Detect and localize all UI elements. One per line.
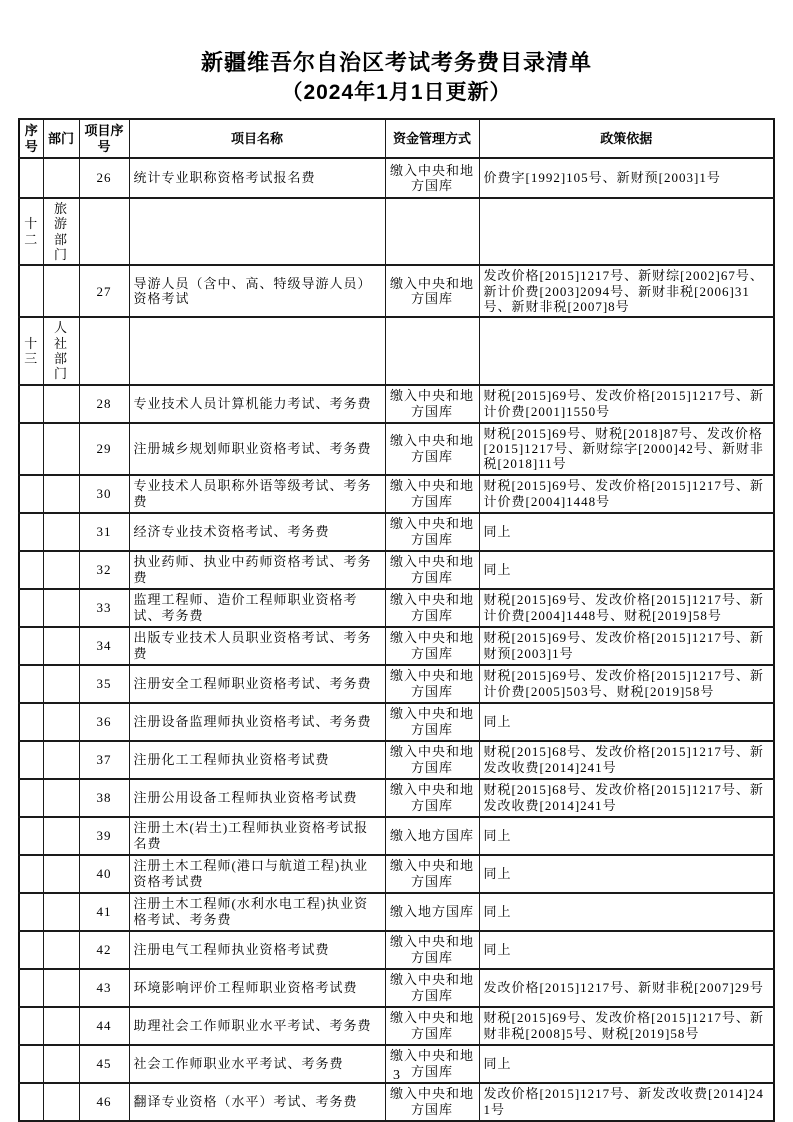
cell-seq <box>19 265 43 317</box>
cell-name <box>129 198 385 265</box>
cell-policy: 同上 <box>479 551 774 589</box>
cell-fund: 缴入地方国库 <box>385 817 479 855</box>
cell-dept <box>43 589 79 627</box>
cell-num: 38 <box>79 779 129 817</box>
cell-seq <box>19 589 43 627</box>
cell-fund: 缴入中央和地方国库 <box>385 703 479 741</box>
cell-name: 监理工程师、造价工程师职业资格考试、考务费 <box>129 589 385 627</box>
cell-num <box>79 317 129 384</box>
cell-num: 26 <box>79 158 129 198</box>
table-row <box>19 158 774 198</box>
cell-seq: 十二 <box>19 198 43 265</box>
cell-seq <box>19 855 43 893</box>
cell-policy: 价费字[1992]105号、新财预[2003]1号 <box>479 158 774 198</box>
table-row <box>19 969 774 1007</box>
cell-seq <box>19 1007 43 1045</box>
cell-dept <box>43 158 79 198</box>
cell-seq <box>19 475 43 513</box>
cell-policy: 同上 <box>479 513 774 551</box>
cell-policy: 财税[2015]68号、发改价格[2015]1217号、新发改收费[2014]241号 <box>479 779 774 817</box>
cell-fund: 缴入中央和地方国库 <box>385 855 479 893</box>
cell-fund <box>385 317 479 384</box>
cell-policy: 财税[2015]69号、发改价格[2015]1217号、新财预[2003]1号 <box>479 627 774 665</box>
col-header-dept: 部门 <box>43 119 79 158</box>
cell-fund: 缴入中央和地方国库 <box>385 1007 479 1045</box>
cell-fund: 缴入地方国库 <box>385 893 479 931</box>
cell-num: 41 <box>79 893 129 931</box>
cell-name: 注册化工工程师执业资格考试费 <box>129 741 385 779</box>
cell-name: 注册土木工程师(水利水电工程)执业资格考试、考务费 <box>129 893 385 931</box>
cell-seq <box>19 969 43 1007</box>
table-row <box>19 423 774 475</box>
cell-seq <box>19 423 43 475</box>
cell-fund: 缴入中央和地方国库 <box>385 423 479 475</box>
cell-num: 31 <box>79 513 129 551</box>
cell-dept <box>43 665 79 703</box>
col-header-num: 项目序号 <box>79 119 129 158</box>
cell-dept <box>43 423 79 475</box>
col-header-seq: 序号 <box>19 119 43 158</box>
table-row <box>19 1007 774 1045</box>
cell-fund: 缴入中央和地方国库 <box>385 475 479 513</box>
cell-fund: 缴入中央和地方国库 <box>385 1083 479 1121</box>
cell-seq <box>19 551 43 589</box>
cell-fund: 缴入中央和地方国库 <box>385 741 479 779</box>
table-row <box>19 589 774 627</box>
cell-seq <box>19 1083 43 1121</box>
cell-num: 37 <box>79 741 129 779</box>
cell-name <box>129 317 385 384</box>
table-row <box>19 779 774 817</box>
cell-num <box>79 198 129 265</box>
cell-seq <box>19 779 43 817</box>
cell-seq <box>19 931 43 969</box>
cell-fund <box>385 198 479 265</box>
cell-name: 出版专业技术人员职业资格考试、考务费 <box>129 627 385 665</box>
table-row <box>19 513 774 551</box>
cell-fund: 缴入中央和地方国库 <box>385 1045 479 1083</box>
cell-seq <box>19 893 43 931</box>
cell-seq <box>19 817 43 855</box>
cell-policy: 同上 <box>479 1045 774 1083</box>
cell-seq <box>19 385 43 423</box>
table-row <box>19 317 774 384</box>
page-title: 新疆维吾尔自治区考试考务费目录清单 <box>200 50 592 75</box>
cell-policy <box>479 317 774 384</box>
cell-name: 注册城乡规划师职业资格考试、考务费 <box>129 423 385 475</box>
cell-dept <box>43 893 79 931</box>
cell-num: 42 <box>79 931 129 969</box>
cell-fund: 缴入中央和地方国库 <box>385 551 479 589</box>
cell-seq <box>19 703 43 741</box>
col-header-fund: 资金管理方式 <box>385 119 479 158</box>
table-row <box>19 855 774 893</box>
table-row <box>19 893 774 931</box>
cell-num: 28 <box>79 385 129 423</box>
cell-seq <box>19 627 43 665</box>
table-row <box>19 1083 774 1121</box>
cell-name: 注册安全工程师职业资格考试、考务费 <box>129 665 385 703</box>
cell-policy: 财税[2015]69号、发改价格[2015]1217号、新计价费[2004]1448号、财税[2019]58号 <box>479 589 774 627</box>
cell-policy: 同上 <box>479 855 774 893</box>
cell-fund: 缴入中央和地方国库 <box>385 779 479 817</box>
cell-num: 43 <box>79 969 129 1007</box>
cell-fund: 缴入中央和地方国库 <box>385 513 479 551</box>
cell-dept: 人社部门 <box>43 317 79 384</box>
table-row <box>19 198 774 265</box>
cell-dept <box>43 265 79 317</box>
cell-fund: 缴入中央和地方国库 <box>385 627 479 665</box>
table-row <box>19 931 774 969</box>
col-header-policy: 政策依据 <box>479 119 774 158</box>
cell-name: 注册电气工程师执业资格考试费 <box>129 931 385 969</box>
cell-policy <box>479 198 774 265</box>
cell-seq <box>19 513 43 551</box>
cell-dept <box>43 969 79 1007</box>
cell-name: 助理社会工作师职业水平考试、考务费 <box>129 1007 385 1045</box>
cell-fund: 缴入中央和地方国库 <box>385 265 479 317</box>
cell-policy: 同上 <box>479 817 774 855</box>
cell-num: 27 <box>79 265 129 317</box>
cell-policy: 财税[2015]69号、发改价格[2015]1217号、新计价费[2005]503号、财税[2019]58号 <box>479 665 774 703</box>
cell-policy: 发改价格[2015]1217号、新发改收费[2014]241号 <box>479 1083 774 1121</box>
cell-name: 执业药师、执业中药师资格考试、考务费 <box>129 551 385 589</box>
cell-name: 导游人员（含中、高、特级导游人员）资格考试 <box>129 265 385 317</box>
cell-num: 39 <box>79 817 129 855</box>
cell-name: 专业技术人员职称外语等级考试、考务费 <box>129 475 385 513</box>
cell-num: 36 <box>79 703 129 741</box>
cell-name: 注册公用设备工程师执业资格考试费 <box>129 779 385 817</box>
cell-name: 统计专业职称资格考试报名费 <box>129 158 385 198</box>
col-header-name: 项目名称 <box>129 119 385 158</box>
table-row <box>19 265 774 317</box>
fee-table <box>18 118 775 1122</box>
cell-dept <box>43 513 79 551</box>
cell-num: 34 <box>79 627 129 665</box>
cell-num: 46 <box>79 1083 129 1121</box>
cell-num: 44 <box>79 1007 129 1045</box>
cell-num: 29 <box>79 423 129 475</box>
cell-name: 注册设备监理师执业资格考试、考务费 <box>129 703 385 741</box>
cell-dept <box>43 1083 79 1121</box>
table-row <box>19 817 774 855</box>
cell-dept <box>43 855 79 893</box>
table-row <box>19 665 774 703</box>
cell-dept <box>43 779 79 817</box>
cell-num: 45 <box>79 1045 129 1083</box>
cell-dept <box>43 551 79 589</box>
cell-name: 翻译专业资格（水平）考试、考务费 <box>129 1083 385 1121</box>
cell-num: 30 <box>79 475 129 513</box>
cell-num: 35 <box>79 665 129 703</box>
table-row <box>19 741 774 779</box>
cell-fund: 缴入中央和地方国库 <box>385 385 479 423</box>
table-row <box>19 551 774 589</box>
cell-policy: 财税[2015]69号、财税[2018]87号、发改价格[2015]1217号、新财综字[2000]42号、新财非税[2018]11号 <box>479 423 774 475</box>
cell-fund: 缴入中央和地方国库 <box>385 969 479 1007</box>
cell-dept <box>43 1007 79 1045</box>
cell-policy: 财税[2015]69号、发改价格[2015]1217号、新计价费[2001]1550号 <box>479 385 774 423</box>
cell-name: 环境影响评价工程师职业资格考试费 <box>129 969 385 1007</box>
cell-policy: 财税[2015]68号、发改价格[2015]1217号、新发改收费[2014]241号 <box>479 741 774 779</box>
cell-name: 社会工作师职业水平考试、考务费 <box>129 1045 385 1083</box>
cell-dept <box>43 703 79 741</box>
cell-policy: 财税[2015]69号、发改价格[2015]1217号、新计价费[2004]1448号 <box>479 475 774 513</box>
cell-dept: 旅游部门 <box>43 198 79 265</box>
cell-dept <box>43 741 79 779</box>
cell-policy: 财税[2015]69号、发改价格[2015]1217号、新财非税[2008]5号、财税[2019]58号 <box>479 1007 774 1045</box>
cell-dept <box>43 385 79 423</box>
cell-name: 注册土木(岩土)工程师执业资格考试报名费 <box>129 817 385 855</box>
cell-fund: 缴入中央和地方国库 <box>385 589 479 627</box>
cell-policy: 发改价格[2015]1217号、新财综[2002]67号、新计价费[2003]2094号、新财非税[2006]31号、新财非税[2007]8号 <box>479 265 774 317</box>
cell-dept <box>43 931 79 969</box>
cell-fund: 缴入中央和地方国库 <box>385 931 479 969</box>
cell-name: 注册土木工程师(港口与航道工程)执业资格考试费 <box>129 855 385 893</box>
cell-fund: 缴入中央和地方国库 <box>385 665 479 703</box>
table-body <box>19 158 774 1121</box>
cell-policy: 同上 <box>479 703 774 741</box>
table-row <box>19 385 774 423</box>
cell-seq <box>19 158 43 198</box>
table-header <box>19 119 774 158</box>
cell-policy: 同上 <box>479 893 774 931</box>
cell-policy: 发改价格[2015]1217号、新财非税[2007]29号 <box>479 969 774 1007</box>
table-row <box>19 627 774 665</box>
cell-num: 40 <box>79 855 129 893</box>
cell-dept <box>43 475 79 513</box>
cell-dept <box>43 817 79 855</box>
table-row <box>19 703 774 741</box>
header-row <box>19 119 774 158</box>
page-subtitle: （2024年1月1日更新） <box>281 81 512 104</box>
cell-seq <box>19 741 43 779</box>
cell-fund: 缴入中央和地方国库 <box>385 158 479 198</box>
cell-name: 经济专业技术资格考试、考务费 <box>129 513 385 551</box>
cell-policy: 同上 <box>479 931 774 969</box>
cell-seq: 十三 <box>19 317 43 384</box>
page-number: 3 <box>393 1068 400 1083</box>
cell-num: 33 <box>79 589 129 627</box>
cell-num: 32 <box>79 551 129 589</box>
cell-name: 专业技术人员计算机能力考试、考务费 <box>129 385 385 423</box>
cell-seq <box>19 665 43 703</box>
table-row <box>19 475 774 513</box>
cell-dept <box>43 627 79 665</box>
